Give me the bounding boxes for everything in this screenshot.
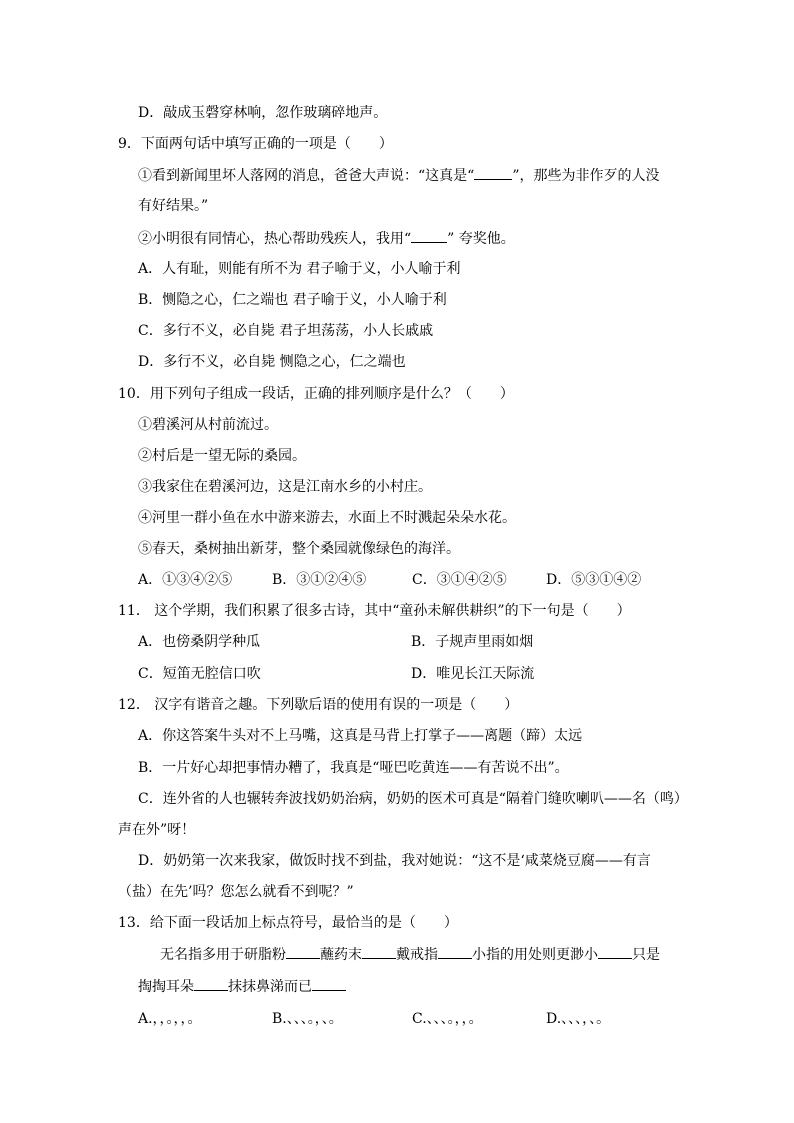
q11-option-c: C．短笛无腔信口吹 xyxy=(138,666,261,682)
fill-blank xyxy=(474,165,512,180)
q12-option-d: D．奶奶第一次来我家，做饭时找不到盐，我对她说：“这不是‘咸菜烧豆腐——有言 xyxy=(138,853,651,869)
q11-stem: 11． 这个学期，我们积累了很多古诗，其中“童孙未解供耕织”的下一句是（ ） xyxy=(118,603,631,619)
q11-option-d: D．唯见长江天际流 xyxy=(411,666,535,682)
q10-option-b: B．③①②④⑤ xyxy=(272,572,367,588)
q12-option-c-cont: 声在外”呀！ xyxy=(118,822,196,838)
q13-option-c: C.、、、。，，。 xyxy=(412,1011,483,1027)
q12-option-a: A．你这答案牛头对不上马嘴，这真是马背上打掌子——离题（蹄）太远 xyxy=(138,728,583,744)
q10-sentence-4: ④河里一群小鱼在水中游来游去，水面上不时溅起朵朵水花。 xyxy=(138,510,516,526)
q10-sentence-2: ②村后是一望无际的桑园。 xyxy=(138,448,306,464)
q12-option-b: B．一片好心却把事情办糟了，我真是“哑巴吃黄连——有苦说不出”。 xyxy=(138,760,569,776)
q13-text-3: 戴戒指 xyxy=(396,947,438,963)
q9-option-d: D．多行不义，必自毙 恻隐之心，仁之端也 xyxy=(138,354,406,370)
punct-blank xyxy=(362,944,396,959)
q13-option-a: A.，，。，，。 xyxy=(138,1011,202,1027)
q12-stem: 12． 汉字有谐音之趣。下列歇后语的使用有误的一项是（ ） xyxy=(118,697,519,713)
q10-options xyxy=(138,570,698,590)
q13-option-d: D.、、、，、。 xyxy=(546,1011,611,1027)
q13-text-6: 掏掏耳朵 xyxy=(138,979,194,995)
punct-blank xyxy=(194,976,228,991)
q10-option-d: D．⑤③①④② xyxy=(546,572,642,588)
q10-sentence-1: ①碧溪河从村前流过。 xyxy=(138,417,278,433)
q9-sentence-1-cont: 有好结果。” xyxy=(138,198,209,214)
q13-option-b: B.、、、。，、。 xyxy=(272,1011,343,1027)
q11-option-b: B．子规声里雨如烟 xyxy=(411,634,534,650)
q9-s2-text-a: ②小明很有同情心，热心帮助残疾人，我用“ xyxy=(138,231,412,247)
q9-stem: 9．下面两句话中填写正确的一项是（ ） xyxy=(118,136,393,152)
q9-option-b: B．恻隐之心，仁之端也 君子喻于义，小人喻于利 xyxy=(138,292,447,308)
q12-option-d-cont: （盐）在先’吗？您怎么就看不到呢？” xyxy=(118,884,354,900)
q13-text-5: 只是 xyxy=(632,947,660,963)
q9-option-a: A．人有耻，则能有所不为 君子喻于义，小人喻于利 xyxy=(138,261,461,277)
q13-text-7: 抹抹鼻涕而已 xyxy=(228,979,312,995)
q9-s1-text-a: ①看到新闻里坏人落网的消息，爸爸大声说：“这真是“ xyxy=(138,168,475,184)
q11-option-a: A．也傍桑阴学种瓜 xyxy=(138,634,261,650)
q13-text-2: 蘸药末 xyxy=(320,947,362,963)
q9-s2-text-b: ” 夸奖他。 xyxy=(447,231,515,247)
q9-s1-text-b: ”，那些为非作歹的人没 xyxy=(512,168,660,184)
q10-sentence-5: ⑤春天，桑树抽出新芽，整个桑园就像绿色的海洋。 xyxy=(138,541,460,557)
punct-blank xyxy=(438,944,472,959)
q10-sentence-3: ③我家住在碧溪河边，这是江南水乡的小村庄。 xyxy=(138,479,432,495)
punct-blank xyxy=(312,976,346,991)
q13-passage-line-1 xyxy=(160,944,660,965)
q12-option-c: C．连外省的人也辗转奔波找奶奶治病，奶奶的医术可真是“隔着门缝吹喇叭——名（鸣） xyxy=(138,791,688,807)
q10-stem: 10．用下列句子组成一段话，正确的排列顺序是什么？（ ） xyxy=(118,386,514,402)
q9-sentence-1 xyxy=(138,165,660,185)
q13-stem: 13．给下面一段话加上标点符号，最恰当的是（ ） xyxy=(118,915,458,931)
punct-blank xyxy=(598,944,632,959)
q9-sentence-2 xyxy=(138,228,515,248)
q13-text-1: 无名指多用于研脂粉 xyxy=(160,947,286,963)
q9-option-c: C．多行不义，必自毙 君子坦荡荡，小人长戚戚 xyxy=(138,323,434,339)
q10-option-c: C．③①④②⑤ xyxy=(412,572,507,588)
q13-text-4: 小指的用处则更渺小 xyxy=(472,947,598,963)
q13-passage-line-2 xyxy=(138,976,346,997)
punct-blank xyxy=(286,944,320,959)
fill-blank xyxy=(411,228,447,243)
q10-option-a: A．①③④②⑤ xyxy=(138,572,233,588)
q8-option-d: D．敲成玉磬穿林响，忽作玻璃碎地声。 xyxy=(138,105,388,121)
